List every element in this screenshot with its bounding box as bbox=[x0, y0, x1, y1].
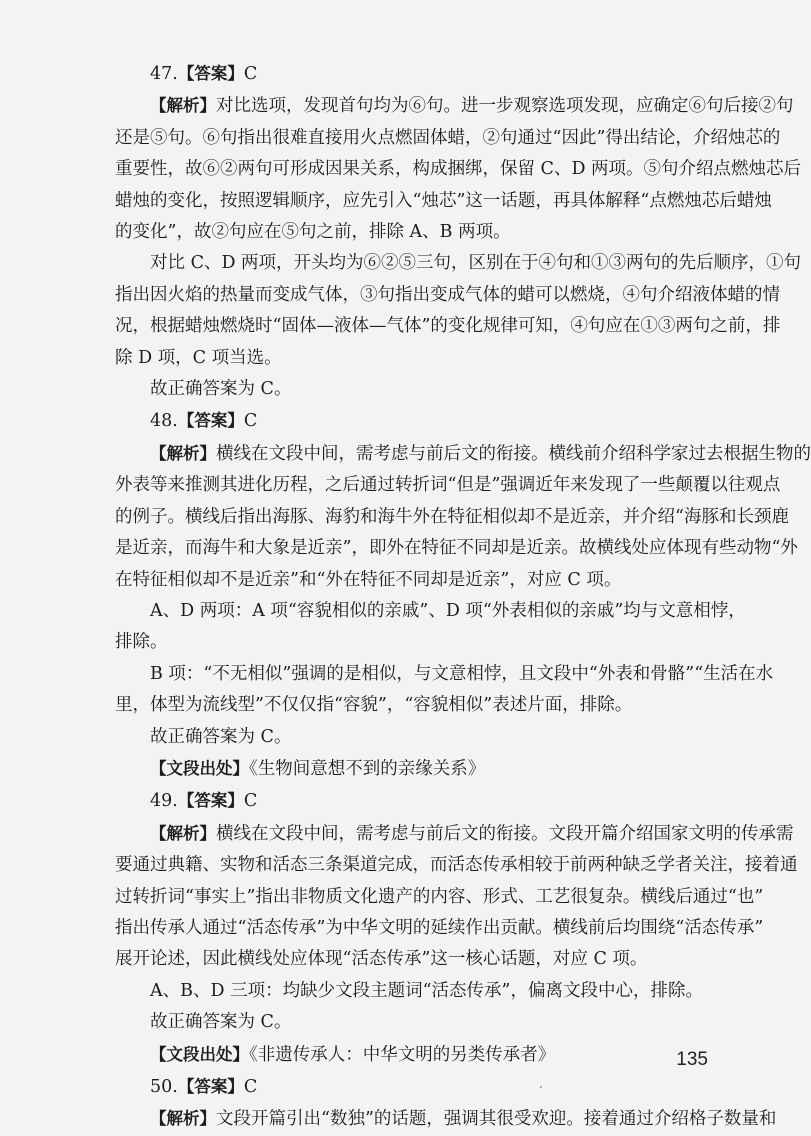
line-text: 是近亲，而海牛和大象是近亲”，即外在特征不同却是近亲。故横线处应体现有些动物“外 bbox=[115, 538, 798, 559]
section-tag: 【答案】 bbox=[177, 64, 244, 83]
line-text: 蜡烛的变化，按照逻辑顺序，应先引入“烛芯”这一话题，再具体解释“点燃烛芯后蜡烛 bbox=[115, 190, 772, 211]
line-text: 的变化”，故②句应在⑤句之前，排除 A、B 两项。 bbox=[115, 222, 511, 243]
question-number: 49. bbox=[150, 791, 178, 812]
text-line bbox=[115, 186, 772, 217]
text-line bbox=[115, 470, 781, 501]
line-text: C bbox=[243, 64, 258, 84]
text-line bbox=[115, 850, 798, 881]
line-text: 里，体型为流线型”不仅仅指“容貌”，“容貌相似”表述片面，排除。 bbox=[115, 695, 633, 716]
line-text: 况，根据蜡烛燃烧时“固体—液体—气体”的变化规律可知，④句应在①③两句之前，排 bbox=[115, 316, 781, 337]
text-line bbox=[115, 343, 712, 374]
section-tag: 【答案】 bbox=[177, 1077, 244, 1096]
question-number: 48. bbox=[150, 411, 178, 432]
text-line bbox=[115, 976, 712, 1007]
text-line bbox=[115, 374, 712, 405]
text-line bbox=[115, 1103, 777, 1135]
text-line bbox=[115, 1007, 712, 1038]
line-text: 展开论述，因此横线处应体现“活态传承”这一核心话题，对应 C 项。 bbox=[115, 949, 648, 970]
text-line bbox=[115, 438, 811, 470]
line-text: 故正确答案为 C。 bbox=[150, 1012, 292, 1033]
section-tag: 【解析】 bbox=[150, 1109, 216, 1129]
text-line bbox=[115, 123, 781, 154]
text-line bbox=[115, 882, 764, 913]
text-line bbox=[115, 722, 712, 753]
page-number: 135 bbox=[676, 1049, 708, 1070]
line-text: 对比 C、D 两项，开头均为⑥②⑤三句，区别在于④句和①③两句的先后顺序，①句 bbox=[150, 253, 802, 274]
text-line bbox=[115, 405, 712, 437]
line-text: 除 D 项，C 项当选。 bbox=[115, 347, 282, 368]
line-text: 对比选项，发现首句均为⑥句。进一步观察选项发现，应确定⑥句后接②句 bbox=[216, 96, 794, 117]
line-text: 指出传承人通过“活态传承”为中华文明的延续作出贡献。横线前后均围绕“活态传承” bbox=[115, 917, 764, 938]
text-line bbox=[115, 217, 712, 248]
line-text: 故正确答案为 C。 bbox=[150, 379, 292, 400]
scan-speck bbox=[540, 1086, 542, 1088]
line-text: A、D 两项：A 项“容貌相似的亲戚”、D 项“外表相似的亲戚”均与文意相悖， bbox=[150, 600, 746, 621]
text-line bbox=[115, 785, 712, 817]
answer-explanations bbox=[115, 58, 811, 1136]
text-line bbox=[115, 58, 712, 90]
question-number: 47. bbox=[150, 64, 178, 84]
section-tag: 【文段出处】 bbox=[150, 1044, 249, 1064]
text-line bbox=[115, 627, 712, 658]
line-text: 外表等来推测其进化历程，之后通过转折词“但是”强调近年来发现了一些颠覆以往观点 bbox=[115, 475, 781, 496]
section-tag: 【答案】 bbox=[177, 411, 244, 431]
text-line bbox=[115, 596, 746, 627]
line-text: 指出因火焰的热量而变成气体，③句指出变成气体的蜡可以燃烧，④句介绍液体蜡的情 bbox=[115, 284, 780, 305]
line-text: 还是⑤句。⑥句指出很难直接用火点燃固体蜡，②句通过“因此”得出结论，介绍烛芯的 bbox=[115, 127, 781, 148]
text-line bbox=[115, 944, 712, 975]
line-text: 在特征相似却不是近亲”和“外在特征不同却是近亲”，对应 C 项。 bbox=[115, 569, 622, 590]
section-tag: 【解析】 bbox=[150, 443, 216, 463]
text-line bbox=[115, 502, 789, 533]
line-text: 排除。 bbox=[115, 632, 168, 653]
question-number: 50. bbox=[150, 1077, 178, 1097]
text-line bbox=[115, 1071, 712, 1103]
text-line bbox=[115, 280, 780, 311]
line-text: C bbox=[243, 411, 258, 432]
text-line bbox=[115, 533, 798, 564]
section-tag: 【答案】 bbox=[177, 791, 244, 811]
text-line bbox=[115, 90, 794, 122]
line-text: 《生物间意想不到的亲缘关系》 bbox=[249, 758, 486, 779]
text-line bbox=[115, 565, 712, 596]
text-line bbox=[115, 154, 802, 185]
line-text: 故正确答案为 C。 bbox=[150, 726, 292, 747]
text-line bbox=[115, 248, 802, 279]
text-line bbox=[115, 913, 764, 944]
line-text: 《非遗传承人：中华文明的另类传承者》 bbox=[249, 1044, 556, 1065]
line-text: 文段开篇引出“数独”的话题，强调其很受欢迎。接着通过介绍格子数量和 bbox=[216, 1109, 777, 1130]
line-text: C bbox=[243, 1077, 258, 1097]
line-text: B 项：“不无相似”强调的是相似，与文意相悖，且文段中“外表和骨骼”“生活在水 bbox=[150, 663, 774, 684]
text-line bbox=[115, 818, 794, 850]
text-line bbox=[115, 311, 781, 342]
text-line bbox=[115, 753, 712, 785]
line-text: A、B、D 三项：均缺少文段主题词“活态传承”，偏离文段中心，排除。 bbox=[150, 980, 703, 1001]
text-line bbox=[115, 1039, 712, 1071]
section-tag: 【解析】 bbox=[150, 96, 216, 116]
line-text: 的例子。横线后指出海豚、海豹和海牛外在特征相似却不是近亲，并介绍“海豚和长颈鹿 bbox=[115, 506, 789, 527]
text-line bbox=[115, 659, 774, 690]
line-text: 过转折词“事实上”指出非物质文化遗产的内容、形式、工艺很复杂。横线后通过“也” bbox=[115, 886, 764, 907]
line-text: 重要性，故⑥②两句可形成因果关系，构成捆绑，保留 C、D 两项。⑤句介绍点燃烛芯后 bbox=[115, 159, 802, 180]
line-text: C bbox=[243, 791, 258, 812]
text-line bbox=[115, 690, 712, 721]
line-text: 横线在文段中间，需考虑与前后文的衔接。横线前介绍科学家过去根据生物的 bbox=[216, 443, 811, 464]
section-tag: 【解析】 bbox=[150, 823, 216, 843]
section-tag: 【文段出处】 bbox=[150, 758, 249, 778]
line-text: 要通过典籍、实物和活态三条渠道完成，而活态传承相较于前两种缺乏学者关注，接着通 bbox=[115, 855, 798, 876]
line-text: 横线在文段中间，需考虑与前后文的衔接。文段开篇介绍国家文明的传承需 bbox=[216, 823, 794, 844]
